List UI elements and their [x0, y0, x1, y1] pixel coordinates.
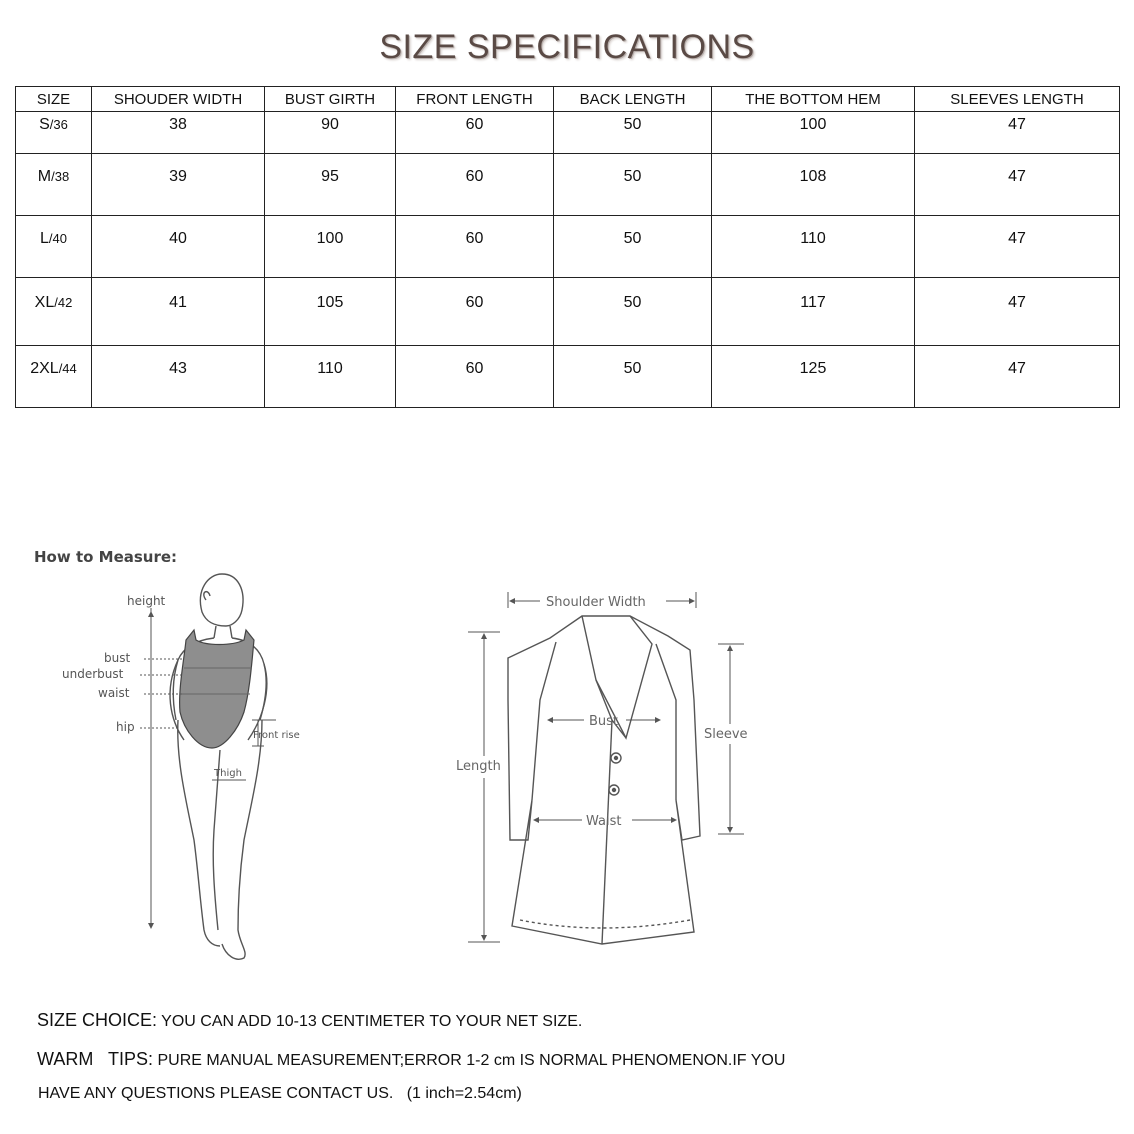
table-cell: 50: [554, 278, 712, 346]
table-cell: 100: [712, 112, 915, 154]
label-shoulder-width: Shoulder Width: [546, 595, 646, 610]
table-header-row: [16, 87, 1120, 112]
size-table: [15, 86, 1120, 408]
label-thigh: Thigh: [214, 768, 242, 779]
label-waist: waist: [98, 686, 130, 700]
table-row: [16, 216, 1120, 278]
table-cell: 110: [265, 346, 396, 408]
table-cell: 95: [265, 154, 396, 216]
table-cell: 117: [712, 278, 915, 346]
warm-tips-text-line2: HAVE ANY QUESTIONS PLEASE CONTACT US. (1 inch=2.54cm): [38, 1085, 522, 1102]
size-choice-note: [37, 1010, 582, 1031]
table-cell: 60: [396, 216, 554, 278]
label-jacket-bust: Bust: [589, 714, 619, 729]
table-cell: 43: [92, 346, 265, 408]
label-jacket-waist: Waist: [586, 814, 622, 829]
table-cell: 40: [92, 216, 265, 278]
size-choice-key: SIZE CHOICE:: [37, 1010, 158, 1030]
warm-tips-text: PURE MANUAL MEASUREMENT;ERROR 1-2 cm IS NORMAL PHENOMENON.IF YOU: [153, 1052, 786, 1069]
table-cell: 38: [92, 112, 265, 154]
column-header-front-length: FRONT LENGTH: [396, 87, 554, 112]
table-cell: 60: [396, 112, 554, 154]
table-cell: 50: [554, 346, 712, 408]
column-header-bottom-hem: THE BOTTOM HEM: [712, 87, 915, 112]
table-cell: 60: [396, 154, 554, 216]
table-row: [16, 278, 1120, 346]
column-header-back-length: BACK LENGTH: [554, 87, 712, 112]
table-cell: 50: [554, 154, 712, 216]
label-height: height: [127, 594, 166, 608]
table-row: [16, 346, 1120, 408]
table-cell: 39: [92, 154, 265, 216]
table-cell: 125: [712, 346, 915, 408]
table-cell: 50: [554, 216, 712, 278]
table-cell: 90: [265, 112, 396, 154]
label-sleeve: Sleeve: [704, 727, 748, 742]
table-cell: 100: [265, 216, 396, 278]
label-length: Length: [456, 759, 501, 774]
label-bust: bust: [104, 651, 131, 665]
label-underbust: underbust: [62, 667, 124, 681]
table-cell: 105: [265, 278, 396, 346]
size-cell: 2XL/44: [16, 346, 92, 408]
table-cell: 108: [712, 154, 915, 216]
body-figure: [170, 574, 267, 959]
size-choice-text: YOU CAN ADD 10-13 CENTIMETER TO YOUR NET SIZE.: [157, 1013, 583, 1030]
warm-tips-key: WARM TIPS:: [37, 1049, 154, 1069]
how-to-measure-title: How to Measure:: [34, 548, 178, 566]
size-cell: XL/42: [16, 278, 92, 346]
column-header-sleeves-length: SLEEVES LENGTH: [915, 87, 1120, 112]
table-cell: 60: [396, 278, 554, 346]
table-cell: 41: [92, 278, 265, 346]
label-hip: hip: [116, 720, 135, 734]
table-cell: 47: [915, 278, 1120, 346]
label-front-rise: Front rise: [253, 730, 300, 741]
table-row: [16, 112, 1120, 154]
warm-tips-note: [37, 1049, 785, 1070]
jacket-figure: [508, 616, 700, 944]
page-title: SIZE SPECIFICATIONS: [379, 28, 755, 66]
column-header-bust-girth: BUST GIRTH: [265, 87, 396, 112]
table-cell: 47: [915, 216, 1120, 278]
column-header-shoulder-width: SHOUDER WIDTH: [92, 87, 265, 112]
table-cell: 47: [915, 154, 1120, 216]
swimsuit-shape: [180, 630, 254, 748]
size-cell: M/38: [16, 154, 92, 216]
table-cell: 50: [554, 112, 712, 154]
size-cell: L/40: [16, 216, 92, 278]
table-cell: 60: [396, 346, 554, 408]
column-header-size: SIZE: [16, 87, 92, 112]
table-cell: 110: [712, 216, 915, 278]
table-cell: 47: [915, 346, 1120, 408]
table-row: [16, 154, 1120, 216]
size-cell: S/36: [16, 112, 92, 154]
table-cell: 47: [915, 112, 1120, 154]
measurement-diagrams: [0, 560, 800, 970]
